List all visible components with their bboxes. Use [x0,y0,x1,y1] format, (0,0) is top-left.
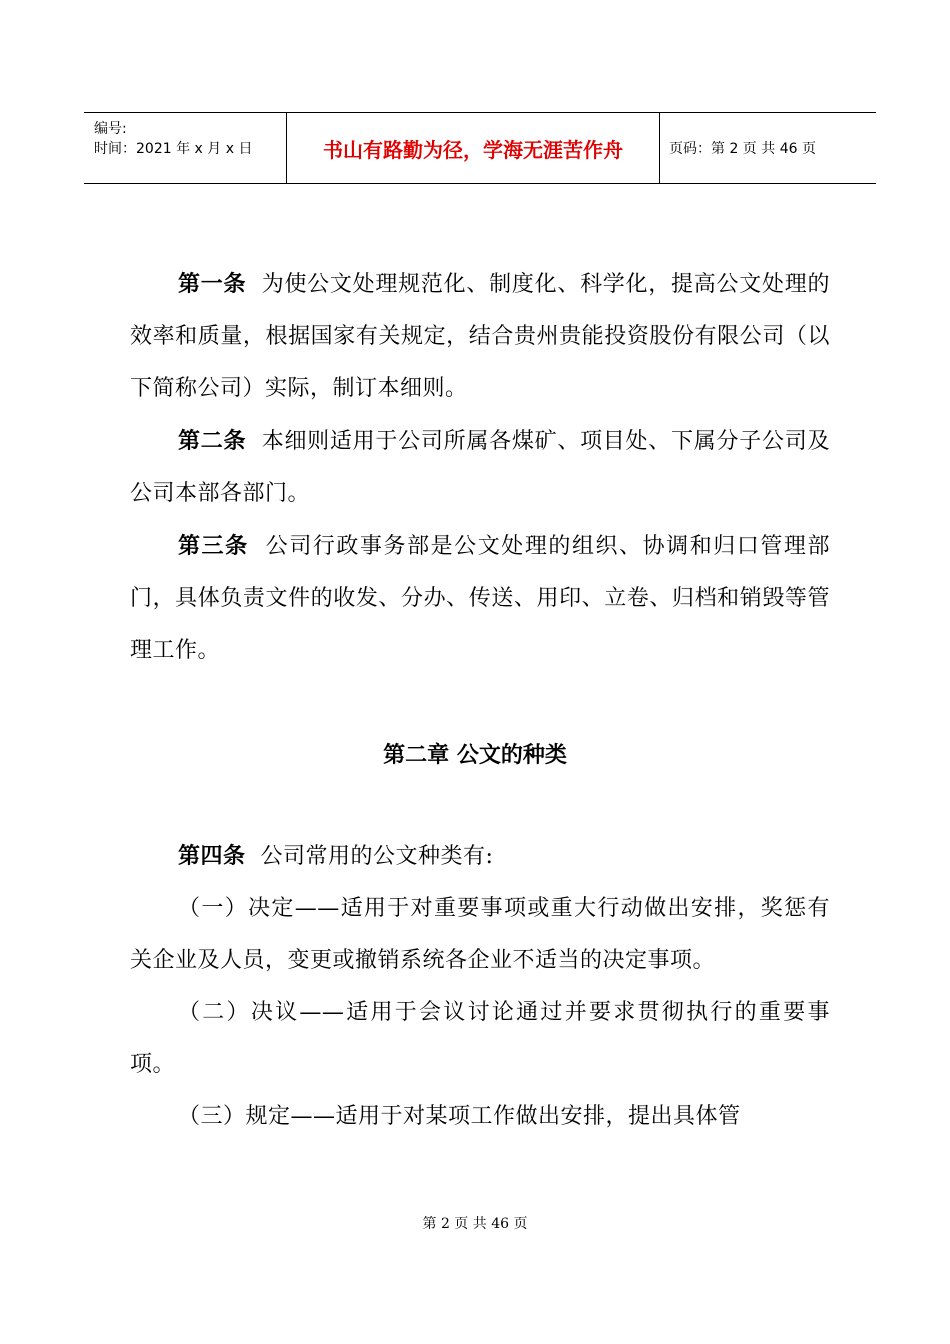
list-item: （三）规定——适用于对某项工作做出安排，提出具体管 [178,1104,741,1129]
article-text: 为使公文处理规范化、制度化、科学化，提高公文处理的效率和质量，根据国家有关规定，结合贵州贵能投资股份有限公司（以下简称公司）实际，制订本细则。 [130,272,830,401]
article-text: 公司行政事务部是公文处理的组织、协调和归口管理部门，具体负责文件的收发、分办、传送、用印、立卷、归档和销毁等管理工作。 [130,534,830,663]
document-date: 时间：2021 年 x 月 x 日 [94,141,253,157]
list-item: （二）决议——适用于会议讨论通过并要求贯彻执行的重要事项。 [130,1000,830,1077]
list-item: （一）决定——适用于对重要事项或重大行动做出安排，奖惩有关企业及人员，变更或撤销系统各企业不适当的决定事项。 [130,896,830,973]
article-1 [130,258,830,415]
header-page-number: 页码：第 2 页 共 46 页 [669,141,816,157]
chapter-one-articles [130,258,830,677]
header-motto: 书山有路勤为径，学海无涯苦作舟 [286,113,660,183]
document-number-label: 编号: [94,121,127,137]
article-title: 第四条 [178,843,246,869]
header-meta [84,113,286,183]
chapter-two-articles [130,830,830,1143]
chapter-title: 第二章 公文的种类 [383,743,567,768]
page-footer: 第 2 页 共 46 页 [422,1216,528,1232]
article-text: 公司常用的公文种类有: [260,844,494,869]
article-3 [130,520,830,677]
page-header [84,112,876,184]
article-title: 第二条 [178,428,247,454]
article-4 [130,830,830,883]
article-2 [130,415,830,520]
article-text: 本细则适用于公司所属各煤矿、项目处、下属分子公司及公司本部各部门。 [130,429,830,506]
article-title: 第三条 [178,533,249,559]
article-title: 第一条 [178,271,247,297]
